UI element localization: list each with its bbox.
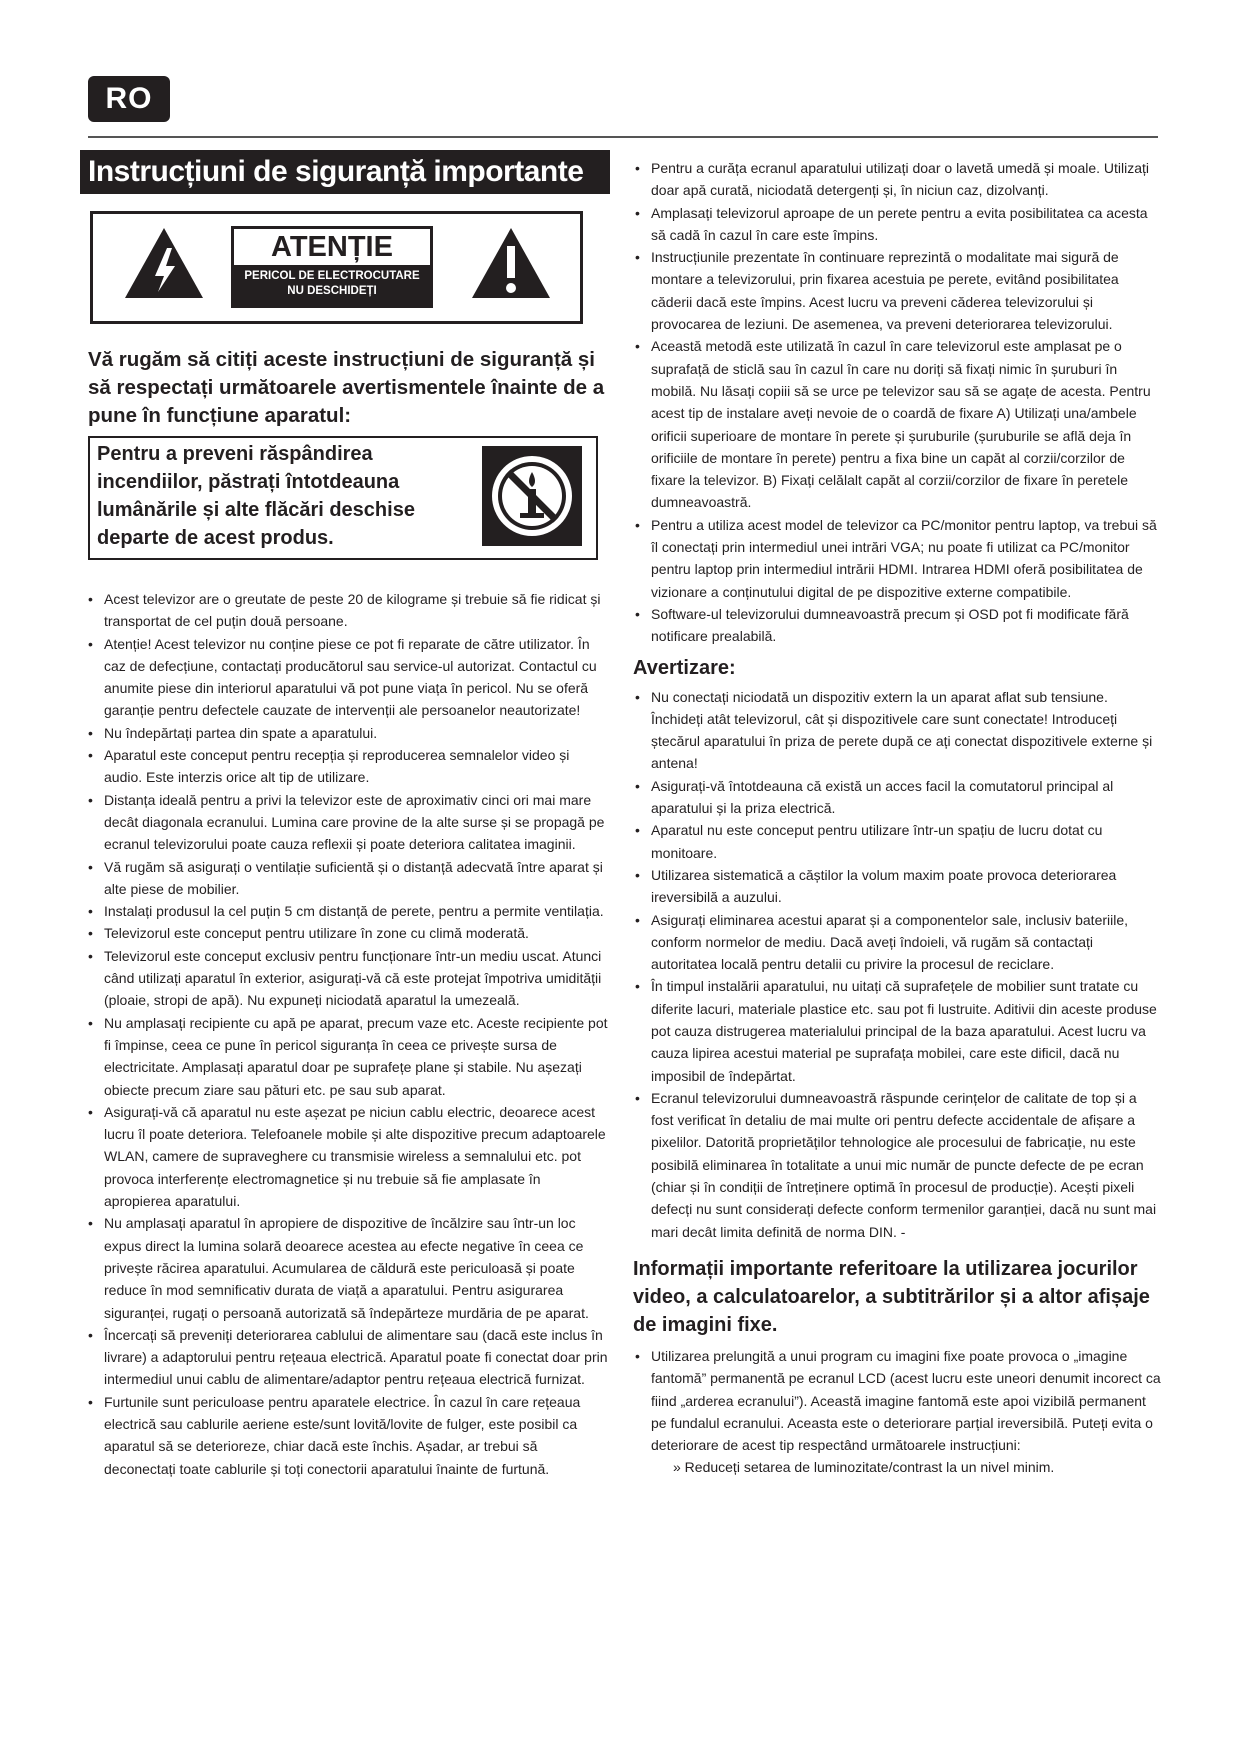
list-item: • Acest televizor are o greutate de peste 20 de kilograme și trebuie să fie ridicat și transportat de cel puțin două persoane. xyxy=(86,588,610,633)
list-item: • Ecranul televizorului dumneavoastră răspunde cerințelor de calitate de top și a fost verificat în detaliu de mai multe ori pentru defecte accidentale de afișare a pixelilor. Datorită proprietăților tehnologice ale procesului de fabricație, nu este posibilă eliminarea în totalitate a unui mic număr de puncte defecte de pe ecran (chiar și în condiții de întreținere optimă în procesul de producție). Acești pixeli defecți nu sunt considerați defecte conform termenilor garanției, dacă nu sunt mai mari decât limita definită de norma DIN. - xyxy=(633,1087,1163,1243)
electric-shock-icon xyxy=(123,226,205,300)
header-rule xyxy=(88,136,1158,138)
language-badge: RO xyxy=(88,76,170,122)
list-item: • Nu amplasați aparatul în apropiere de dispozitive de încălzire sau într-un loc expus direct la lumina solară deoarece acestea au efecte negative în ceea ce privește răcirea aparatului. Acumularea de căldură este periculoasă și poate reduce în mod semnificativ durata de viață a aparatului. Pentru asigurarea siguranței, rugați o persoană autorizată să îndepărteze murdăria de pe aparat. xyxy=(86,1212,610,1323)
list-item: • În timpul instalării aparatului, nu uitați că suprafețele de mobilier sunt tratate cu diferite lacuri, materiale plastice etc. sau pot fi lustruite. Aditivii din aceste produse pot cauza distrugerea materialului principal de la baza aparatului. Acest lucru va cauza lipirea acestui material pe suprafața mobilei, care este dificil, dacă nu imposibil de îndepărtat. xyxy=(633,975,1163,1086)
electric-warning-label xyxy=(90,211,583,324)
list-item: • Această metodă este utilizată în cazul în care televizorul este amplasat pe o suprafață de sticlă sau în cazul în care nu doriți să fixați nimic în șuruburi în mobilă. Nu lăsați copiii să se urce pe televizor sau să se agațe de acesta. Pentru acest tip de instalare aveți nevoie de o coardă de fixare A) Utilizați una/ambele orificii superioare de montare în perete și șuruburile (șuruburile se află deja în orificiile de montare în perete) pentru a fixa bine un capăt al corzii/corzilor de fixare la televizor. B) Fixați celălalt capăt al corzii/corzilor de fixare în peretele dumneavoastră. xyxy=(633,335,1163,513)
caution-heading: ATENȚIE xyxy=(234,229,430,265)
list-item: • Vă rugăm să asigurați o ventilație suficientă și o distanță adecvată între aparat și alte piese de mobilier. xyxy=(86,856,610,901)
list-item: • Furtunile sunt periculoase pentru aparatele electrice. În cazul în care rețeaua electrică sau cablurile aeriene este/sunt lovită/lovite de fulger, este posibil ca aparatul să se deterioreze, chiar dacă este închis. Așadar, ar trebui să deconectați toate cablurile și toți conectorii aparatului înainte de furtună. xyxy=(86,1391,610,1480)
caution-panel xyxy=(231,226,433,308)
left-column xyxy=(80,150,610,1480)
no-candle-icon xyxy=(482,446,582,546)
list-item: • Software-ul televizorului dumneavoastră precum și OSD pot fi modificate fără notificare prealabilă. xyxy=(633,603,1163,648)
caution-line-2: NU DESCHIDEȚI xyxy=(287,285,377,297)
list-item: • Aparatul nu este conceput pentru utilizare într-un spațiu de lucru dotat cu monitoare. xyxy=(633,819,1163,864)
list-item: • Amplasați televizorul aproape de un perete pentru a evita posibilitatea ca acesta să cadă în cazul în care este împins. xyxy=(633,202,1163,247)
list-item: • Televizorul este conceput pentru utilizare în zone cu climă moderată. xyxy=(86,922,610,944)
list-item: • Asigurați-vă că aparatul nu este așezat pe niciun cablu electric, deoarece acest lucru îl poate deteriora. Telefoanele mobile și alte dispozitive precum adaptoarele WLAN, camere de supraveghere cu transmisie wireless a semnalului etc. pot provoca interferențe electromagnetice și nu trebuie să fie amplasate în apropierea aparatului. xyxy=(86,1101,610,1212)
right-column xyxy=(633,157,1163,1479)
list-item: • Nu amplasați recipiente cu apă pe aparat, precum vaze etc. Aceste recipiente pot fi împinse, ceea ce pune în pericol siguranța în ceea ce privește sursa de electricitate. Amplasați aparatul doar pe suprafețe plane și stabile. Nu așezați obiecte precum ziare sau pături etc. pe sau sub aparat. xyxy=(86,1012,610,1101)
list-item: • Distanța ideală pentru a privi la televizor este de aproximativ cinci ori mai mare decât diagonala ecranului. Lumina care provine de la alte surse și se propagă pe ecranul televizorului poate cauza reflexii și poate deteriora calitatea imaginii. xyxy=(86,789,610,856)
safety-list-right xyxy=(633,157,1163,648)
page-title: Instrucțiuni de siguranță importante xyxy=(80,150,610,194)
list-item: • Asigurați eliminarea acestui aparat și a componentelor sale, inclusiv bateriile, conform normelor de mediu. Dacă aveți îndoieli, vă rugăm să contactați autoritatea locală pentru detalii cu privire la procesul de reciclare. xyxy=(633,909,1163,976)
list-item: • Nu îndepărtați partea din spate a aparatului. xyxy=(86,722,610,744)
warning-list xyxy=(633,686,1163,1243)
caution-line-1: PERICOL DE ELECTROCUTARE xyxy=(244,270,420,282)
intro-text: Vă rugăm să citiți aceste instrucțiuni de siguranță și să respectați următoarele avertismentele înainte de a pune în funcțiune aparatul: xyxy=(88,348,605,427)
list-item: • Nu conectați niciodată un dispozitiv extern la un aparat aflat sub tensiune. Închideți atât televizorul, cât și dispozitivele care sunt conectate! Introduceți ștecărul aparatului în priza de perete după ce ați conectat dispozitivele externe și antena! xyxy=(633,686,1163,775)
safety-list-left xyxy=(86,588,610,1480)
list-item: • Atenție! Acest televizor nu conține piese ce pot fi reparate de către utilizator. În caz de defecțiune, contactați producătorul sau service-ul autorizat. Contactul cu anumite piese din interiorul aparatului vă pot pune viața în pericol. Nu se oferă garanție pentru defectele cauzate de intervenții ale persoanelor neautorizate! xyxy=(86,633,610,722)
list-item: • Utilizarea prelungită a unui program cu imagini fixe poate provoca o „imagine fantomă” permanentă pe ecranul LCD (acest lucru este uneori denumit incorect ca fiind „arderea ecranului”). Această imagine fantomă este apoi vizibilă permanent pe fundalul ecranului. Aceasta este o deteriorare parțial ireversibilă. Puteți evita o deteriorare de acest tip respectând următoarele instrucțiuni: xyxy=(633,1345,1163,1456)
info-heading: Informații importante referitoare la utilizarea jocurilor video, a calculatoarelor, a subtitrărilor și a altor afișaje de imagini fixe. xyxy=(633,1257,1150,1336)
info-sub-item: » Reduceți setarea de luminozitate/contrast la un nivel minim. xyxy=(673,1459,1055,1476)
list-item: • Instrucțiunile prezentate în continuare reprezintă o modalitate mai sigură de montare a televizorului, prin fixarea acestuia pe perete, evitând posibilitatea căderii dacă este împins. Acest lucru va preveni căderea televizorului și provocarea de leziuni. De asemenea, va preveni deteriorarea televizorului. xyxy=(633,246,1163,335)
list-item: • Încercați să preveniți deteriorarea cablului de alimentare sau (dacă este inclus în livrare) a adaptorului pentru rețeaua electrică. Aparatul poate fi conectat doar prin intermediul unui cablu de alimentare/adaptor pentru rețeaua electrică furnizat. xyxy=(86,1324,610,1391)
list-item: • Pentru a curăța ecranul aparatului utilizați doar o lavetă umedă și moale. Utilizați doar apă curată, niciodată detergenți și, în niciun caz, dizolvanți. xyxy=(633,157,1163,202)
list-item: • Instalați produsul la cel puțin 5 cm distanță de perete, pentru a permite ventilația. xyxy=(86,900,610,922)
warning-heading: Avertizare: xyxy=(633,656,736,679)
list-item: • Pentru a utiliza acest model de televizor ca PC/monitor pentru laptop, va trebui să îl conectați prin intermediul unei intrări VGA; nu poate fi utilizat ca PC/monitor pentru laptop prin intermediul intrării HDMI. Intrarea HDMI oferă posibilitatea de vizionare a conținutului digital de pe dispozitive externe compatibile. xyxy=(633,514,1163,603)
info-list xyxy=(633,1345,1163,1456)
list-item: • Utilizarea sistematică a căștilor la volum maxim poate provoca deteriorarea ireversibilă a auzului. xyxy=(633,864,1163,909)
list-item: • Asigurați-vă întotdeauna că există un acces facil la comutatorul principal al aparatului și la priza electrică. xyxy=(633,775,1163,820)
list-item: • Televizorul este conceput exclusiv pentru funcționare într-un mediu uscat. Atunci când utilizați aparatul în exterior, asigurați-vă că este protejat împotriva umidității (ploaie, stropi de apă). Nu expuneți niciodată aparatul la umezeală. xyxy=(86,945,610,1012)
list-item: • Aparatul este conceput pentru recepția și reproducerea semnalelor video și audio. Este interzis orice alt tip de utilizare. xyxy=(86,744,610,789)
fire-warning-text: Pentru a preveni răspândirea incendiilor, păstrați întotdeauna lumânările și alte flăcări deschise departe de acest produs. xyxy=(97,443,415,549)
exclamation-warning-icon xyxy=(470,226,552,300)
fire-warning-box xyxy=(88,436,598,560)
